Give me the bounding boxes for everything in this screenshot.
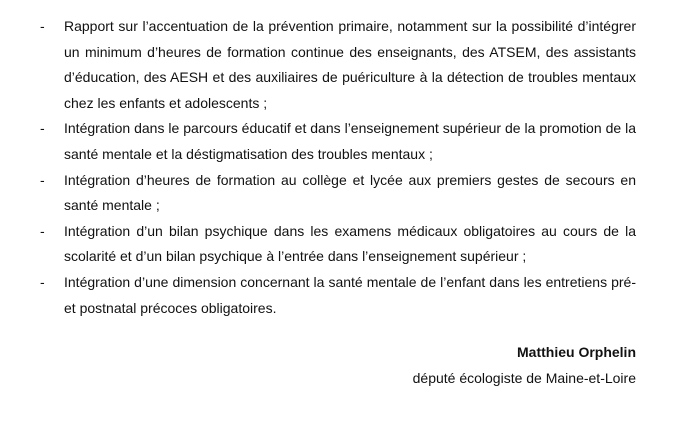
bullet-text: Intégration d’une dimension concernant la santé mentale de l’enfant dans les entretiens pré- et postnatal précoces obligatoires. [64, 273, 636, 316]
bullet-item-prenatal-interviews [0, 270, 636, 321]
bullet-dash: - [40, 120, 45, 137]
bullet-text: Rapport sur l’accentuation de la prévention primaire, notamment sur la possibilité d’intégrer un minimum d’heures de formation continue des enseignants, des ATSEM, des assistants d’éducation, des AESH et des auxiliaires de puériculture à la détection de troubles mentaux chez les enfants et adolescents ; [64, 18, 636, 111]
bullet-item-psychological-checkup [0, 219, 636, 270]
bullet-text: Intégration dans le parcours éducatif et dans l’enseignement supérieur de la promotion de la santé mentale et la déstigmatisation des troubles mentaux ; [64, 120, 636, 162]
bullet-dash: - [40, 171, 45, 188]
signature-title: député écologiste de Maine-et-Loire [412, 370, 636, 386]
bullet-item-first-aid-training [0, 168, 636, 219]
bullet-dash: - [40, 273, 45, 290]
bullet-text: Intégration d’un bilan psychique dans les examens médicaux obligatoires au cours de la scolarité et d’un bilan psychique à l’entrée dans l’enseignement supérieur ; [64, 222, 636, 265]
signature-name: Matthieu Orphelin [517, 344, 636, 360]
bullet-list [0, 14, 685, 321]
bullet-item-prevention-report [0, 14, 636, 116]
bullet-item-mental-health-promotion [0, 116, 636, 167]
bullet-dash: - [40, 222, 45, 239]
bullet-text: Intégration d’heures de formation au collège et lycée aux premiers gestes de secours en santé mentale ; [64, 171, 636, 214]
bullet-dash: - [40, 18, 45, 34]
